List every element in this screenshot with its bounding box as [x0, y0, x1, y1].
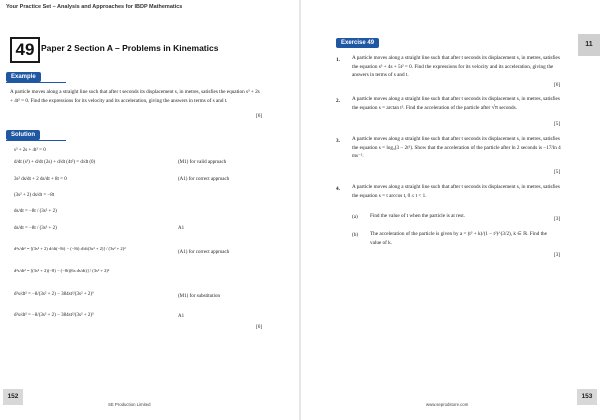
- question-marks: [5]: [554, 121, 561, 127]
- question-text: [352, 95, 566, 112]
- example-underline: [6, 82, 66, 83]
- solution-line: d²s/dt² = [(3s² + 2) d/dt(−8t) − (−8t) d/dt(3s² + 2)] / (3s² + 2)²: [14, 246, 126, 251]
- subpart-label: (a): [352, 214, 358, 220]
- page-number-right: 153: [577, 389, 597, 405]
- exercise-label: Exercise 49: [336, 38, 379, 48]
- solution-note: A1: [178, 314, 185, 319]
- subpart-label: (b): [352, 232, 359, 238]
- solution-line: d²s/dt² = −8/(3s² + 2) − 384st²/(3s² + 2)³: [14, 292, 94, 297]
- question-tail: seconds.: [499, 104, 517, 111]
- subpart-text: Find the value of t when the particle is at rest.: [370, 213, 465, 219]
- sqrt-pi-symbol: √π: [491, 104, 498, 111]
- solution-note: (M1) for substitution: [178, 294, 220, 299]
- question-number: 3.: [336, 138, 340, 144]
- solution-note: (A1) for correct approach: [178, 250, 230, 255]
- book-header: Your Practice Set – Analysis and Approaches for IBDP Mathematics: [6, 4, 183, 10]
- solution-note: (M1) for valid approach: [178, 160, 227, 165]
- solution-line: d²s/dt² = [(3s² + 2)(−8) − (−8t)(6s ds/dt)] / (3s² + 2)²: [14, 268, 110, 273]
- solution-line: d²s/dt² = −8/(3s² + 2) − 384st²/(3s² + 2)³: [14, 313, 94, 318]
- solution-line: s³ + 2s + 4t² = 0: [14, 148, 46, 153]
- solution-line: (3s² + 2) ds/dt = −8t: [14, 193, 55, 198]
- subpart-marks: [3]: [554, 216, 561, 222]
- example-marks: [6]: [256, 113, 263, 119]
- example-text: A particle moves along a straight line such that after t seconds its displacement s, in metres, satisfies the equation s³ + 2s + 4t² = 0. Find the expressions for its velocity and its acceleration, giving the answers in terms of s and t.: [10, 89, 260, 104]
- right-page: [300, 0, 600, 420]
- page-number-left: 152: [3, 389, 23, 405]
- subpart-text: The acceleration of the particle is given by a = (t² + k)/(1 − t²)^(3/2), k ∈ ℝ. Find the value of k.: [370, 231, 547, 246]
- unit-number: 49: [10, 37, 40, 63]
- question-marks: [5]: [554, 169, 561, 175]
- question-body: A particle moves along a straight line such that after t seconds its displacement s, in metres, satisfies the equation s = arctan t². Find the acceleration of the particle after: [352, 96, 560, 111]
- solution-note: A1: [178, 226, 185, 231]
- chapter-tab: 11: [578, 34, 600, 56]
- solution-line: d/dt (s³) + d/dt (2s) + d/dt (4t²) = d/dt (0): [14, 160, 96, 165]
- example-label: Example: [6, 72, 41, 82]
- subpart-marks: [3]: [554, 252, 561, 258]
- question-number: 2.: [336, 98, 340, 104]
- question-number: 1.: [336, 57, 340, 63]
- question-number: 4.: [336, 186, 340, 192]
- solution-line: 3s² ds/dt + 2 ds/dt + 8t = 0: [14, 177, 67, 182]
- footer-publisher: SE Production Limited: [108, 402, 151, 407]
- solution-underline: [6, 140, 66, 141]
- solution-line: ds/dt = −8t / (3s² + 2): [14, 226, 57, 231]
- question-marks: [6]: [554, 82, 561, 88]
- solution-note: (A1) for correct approach: [178, 177, 230, 182]
- footer-website: www.seprodstore.com: [426, 402, 469, 407]
- unit-title: Paper 2 Section A – Problems in Kinematics: [41, 43, 219, 53]
- solution-line: ds/dt = −8t / (3s² + 2): [14, 209, 57, 214]
- question-text: A particle moves along a straight line such that after t seconds its displacement s, in metres, satisfies the equation s = t arccos t, 0 ≤ t < 1.: [352, 184, 560, 199]
- solution-label: Solution: [6, 130, 40, 140]
- question-text: A particle moves along a straight line such that after t seconds its displacement s, in metres, satisfies the equation s = log₃(3 − 2t²). Show that the acceleration of the particle after ln 2 seconds is −17/ln 4 ms⁻².: [352, 136, 561, 159]
- question-text: A particle moves along a straight line such that after t seconds its displacement s, in metres, satisfies the equation s³ + 4s + 5t² = 0. Find the expressions for its velocity and its acceleration, giving the answers in terms of s and t.: [352, 55, 560, 78]
- solution-marks: [6]: [256, 324, 263, 330]
